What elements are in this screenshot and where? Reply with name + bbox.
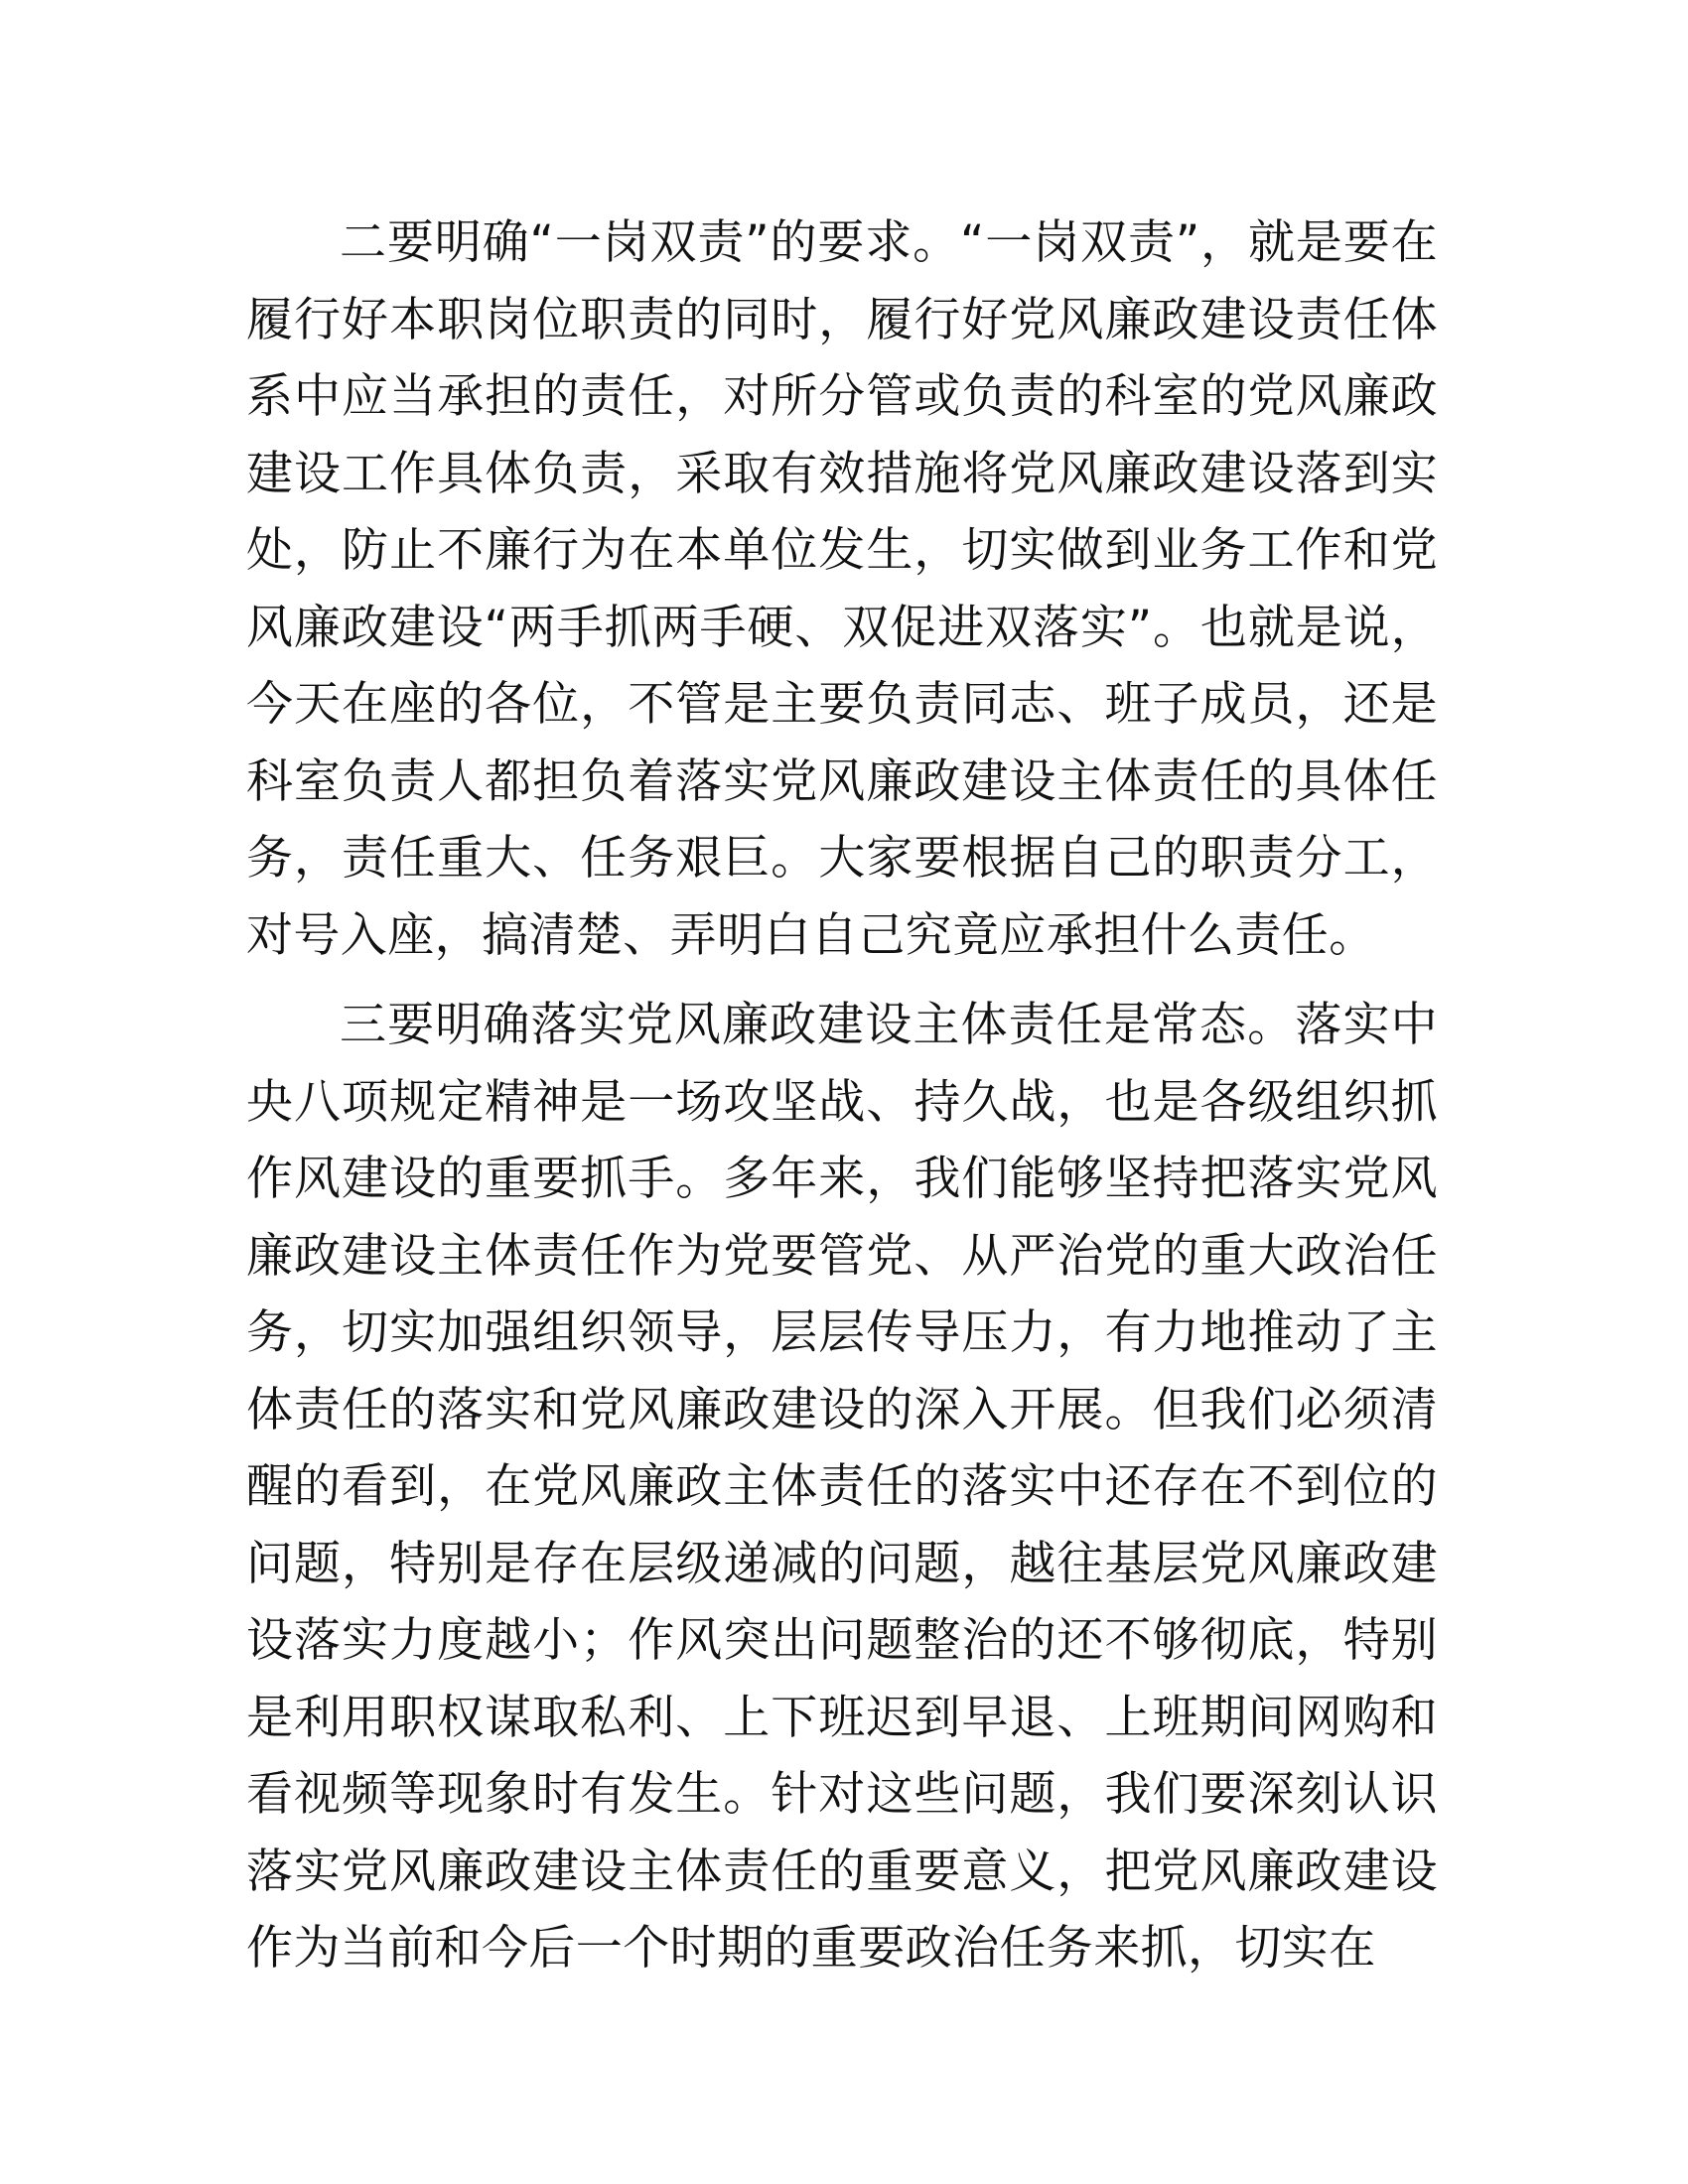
paragraph-1: 二要明确“一岗双责”的要求。“一岗双责”，就是要在履行好本职岗位职责的同时，履行好党风廉政建设责任体系中应当承担的责任，对所分管或负责的科室的党风廉政建设工作具体负责，采取有效措施将党风廉政建设落到实处，防止不廉行为在本单位发生，切实做到业务工作和党风廉政建设“两手抓两手硬、双促进双落实”。也就是说，今天在座的各位，不管是主要负责同志、班子成员，还是科室负责人都担负着落实党风廉政建设主体责任的具体任务，责任重大、任务艰巨。大家要根据自己的职责分工，对号入座，搞清楚、弄明白自己究竟应承担什么责任。 [246, 215, 1438, 963]
document-page [246, 205, 1438, 1987]
paragraph-2: 三要明确落实党风廉政建设主体责任是常态。落实中央八项规定精神是一场攻坚战、持久战，也是各级组织抓作风建设的重要抓手。多年来，我们能够坚持把落实党风廉政建设主体责任作为党要管党、从严治党的重大政治任务，切实加强组织领导，层层传导压力，有力地推动了主体责任的落实和党风廉政建设的深入开展。但我们必须清醒的看到，在党风廉政主体责任的落实中还存在不到位的问题，特别是存在层级递减的问题，越往基层党风廉政建设落实力度越小；作风突出问题整治的还不够彻底，特别是利用职权谋取私利、上下班迟到早退、上班期间网购和看视频等现象时有发生。针对这些问题，我们要深刻认识落实党风廉政建设主体责任的重要意义，把党风廉政建设作为当前和今后一个时期的重要政治任务来抓，切实在 [246, 998, 1438, 1976]
